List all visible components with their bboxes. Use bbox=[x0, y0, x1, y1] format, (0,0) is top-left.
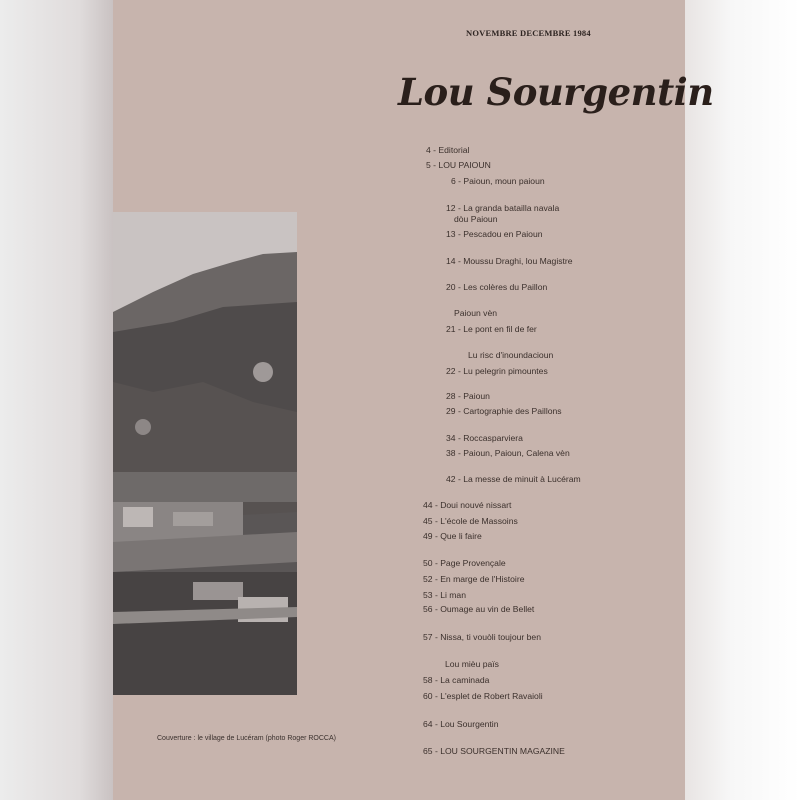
issue-date: NOVEMBRE DECEMBRE 1984 bbox=[466, 28, 591, 38]
toc-entry-title: 45 - L'école de Massoins bbox=[423, 516, 518, 526]
toc-entry-title: 44 - Doui nouvé nissart bbox=[423, 500, 512, 510]
toc-entry-title: 5 - LOU PAIOUN bbox=[426, 160, 491, 170]
toc-entry-title: 21 - Le pont en fil de fer bbox=[446, 324, 537, 334]
toc-entry-title: 28 - Paioun bbox=[446, 391, 490, 401]
toc-entry-title: 49 - Que li faire bbox=[423, 531, 482, 541]
toc-entry-title: 22 - Lu pelegrin pimountes bbox=[446, 366, 548, 376]
toc-entry-title: 56 - Oumage au vin de Bellet bbox=[423, 604, 535, 614]
toc-entry-title: 29 - Cartographie des Paillons bbox=[446, 406, 562, 416]
toc-entry-title: Paioun vèn bbox=[454, 308, 498, 318]
toc-entry-title: 52 - En marge de l'Histoire bbox=[423, 574, 525, 584]
toc-entry-title: 6 - Paioun, moun paioun bbox=[451, 176, 545, 186]
magazine-logo: Lou Sourgentin bbox=[398, 70, 714, 114]
toc-entry-title: 57 - Nissa, ti vouòli toujour ben bbox=[423, 632, 541, 642]
cover-caption: Couverture : le village de Lucéram (photo Roger ROCCA) bbox=[157, 735, 336, 742]
toc-entry-title: 58 - La caminada bbox=[423, 675, 490, 685]
toc-entry-title: 13 - Pescadou en Paioun bbox=[446, 229, 543, 239]
toc-entry-title: 14 - Moussu Draghi, lou Magistre bbox=[446, 256, 573, 266]
scan-right-margin bbox=[685, 0, 800, 800]
toc-entry-title: Lu risc d'inoundacioun bbox=[468, 350, 554, 360]
cover-photo bbox=[113, 212, 297, 695]
toc-entry-title: 53 - Li man bbox=[423, 590, 466, 600]
toc-entry-title: 34 - Roccasparviera bbox=[446, 433, 523, 443]
scan-left-margin bbox=[0, 0, 113, 800]
toc-entry-title: 12 - La granda batailla navala bbox=[446, 203, 560, 213]
toc-entry-title: 4 - Editorial bbox=[426, 145, 470, 155]
toc-entry-title: 65 - LOU SOURGENTIN MAGAZINE bbox=[423, 746, 565, 756]
toc-entry-title: 42 - La messe de minuit à Lucéram bbox=[446, 474, 581, 484]
toc-entry-title: 64 - Lou Sourgentin bbox=[423, 719, 499, 729]
toc-entry-title-continued: dòu Paioun bbox=[454, 214, 498, 224]
toc-entry-title: 50 - Page Provençale bbox=[423, 558, 506, 568]
toc-entry-title: 60 - L'esplet de Robert Ravaioli bbox=[423, 691, 543, 701]
toc-entry-title: 20 - Les colères du Paillon bbox=[446, 282, 548, 292]
toc-entry-title: Lou mièu païs bbox=[445, 659, 499, 669]
toc-entry-title: 38 - Paioun, Paioun, Calena vèn bbox=[446, 448, 570, 458]
